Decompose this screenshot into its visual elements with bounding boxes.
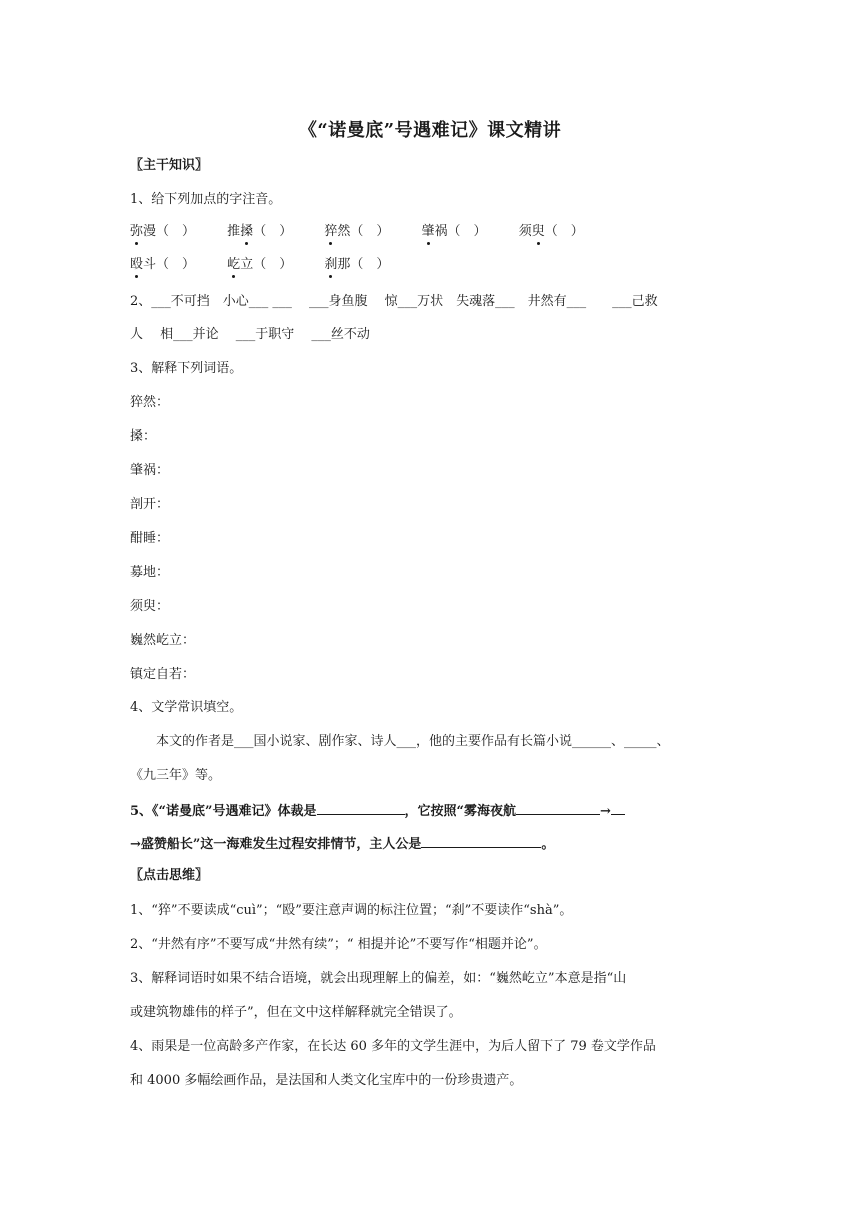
question-3-prompt: 3、解释下列词语。 <box>130 361 243 376</box>
pinyin-item: 殴斗（ ） <box>130 257 195 272</box>
pinyin-item: 刹那（ ） <box>324 257 389 272</box>
term-label: 募地： <box>130 565 170 580</box>
question-2-line-2: 人 相___并论 ___于职守 ___丝不动 <box>130 327 370 342</box>
question-4-line-1: 本文的作者是___国小说家、剧作家、诗人___，他的主要作品有长篇小说______、_____、 <box>130 734 670 749</box>
term-label: 巍然屹立： <box>130 633 196 648</box>
tip-line: 1、“猝”不要读成“cuì”；“殴”要注意声调的标注位置；“刹”不要读作“shà”。 <box>130 903 573 918</box>
answer-blank <box>611 800 625 815</box>
section-heading-thinking-tips: 〖点击思维〗 <box>130 868 209 883</box>
question-5-line-1: 5、《“诺曼底”号遇难记》体裁是 ，它按照“雾海夜航 → <box>130 800 730 820</box>
question-4-prompt: 4、文学常识填空。 <box>130 700 243 715</box>
term-label: 肇祸： <box>130 463 170 478</box>
tip-line: 4、雨果是一位高龄多产作家，在长达 60 多年的文学生涯中，为后人留下了 79 卷文学作品 <box>130 1039 656 1054</box>
pinyin-item: 肇祸（ ） <box>422 224 487 239</box>
pinyin-item: 推搡（ ） <box>227 224 292 239</box>
term-label: 搡： <box>130 429 157 444</box>
pinyin-item: 屹立（ ） <box>227 257 292 272</box>
tip-line: 和 4000 多幅绘画作品，是法国和人类文化宝库中的一份珍贵遗产。 <box>130 1073 523 1088</box>
question-1-row-2 <box>130 255 730 275</box>
question-5-line-2: →盛赞船长”这一海难发生过程安排情节，主人公是 。 <box>130 833 730 853</box>
answer-blank <box>516 800 600 815</box>
question-1-row-1 <box>130 222 730 242</box>
answer-blank <box>317 800 405 815</box>
term-label: 须臾： <box>130 599 170 614</box>
pinyin-item: 猝然（ ） <box>324 224 389 239</box>
pinyin-item: 弥漫（ ） <box>130 224 195 239</box>
section-heading-main-knowledge: 〖主干知识〗 <box>130 158 209 173</box>
answer-blank <box>421 833 541 848</box>
term-label: 剖开： <box>130 497 170 512</box>
page-title: 《“诺曼底”号遇难记》课文精讲 <box>298 120 562 141</box>
tip-line: 2、“井然有序”不要写成“井然有续”；“ 相提并论”不要写作“相题并论”。 <box>130 937 547 952</box>
question-1-prompt: 1、给下列加点的字注音。 <box>130 192 282 207</box>
term-label: 猝然： <box>130 395 170 410</box>
tip-line: 3、解释词语时如果不结合语境，就会出现理解上的偏差，如：“巍然屹立”本意是指“山 <box>130 971 627 986</box>
term-label: 镇定自若： <box>130 667 196 682</box>
term-label: 酣睡： <box>130 531 170 546</box>
question-2-line-1: 2、___不可挡 小心___ ___ ___身鱼腹 惊___万状 失魂落___ 井然有___ ___己救 <box>130 294 658 309</box>
tip-line: 或建筑物雄伟的样子”，但在文中这样解释就完全错误了。 <box>130 1005 462 1020</box>
pinyin-item: 须臾（ ） <box>519 224 584 239</box>
question-4-line-2: 《九三年》等。 <box>130 768 222 783</box>
